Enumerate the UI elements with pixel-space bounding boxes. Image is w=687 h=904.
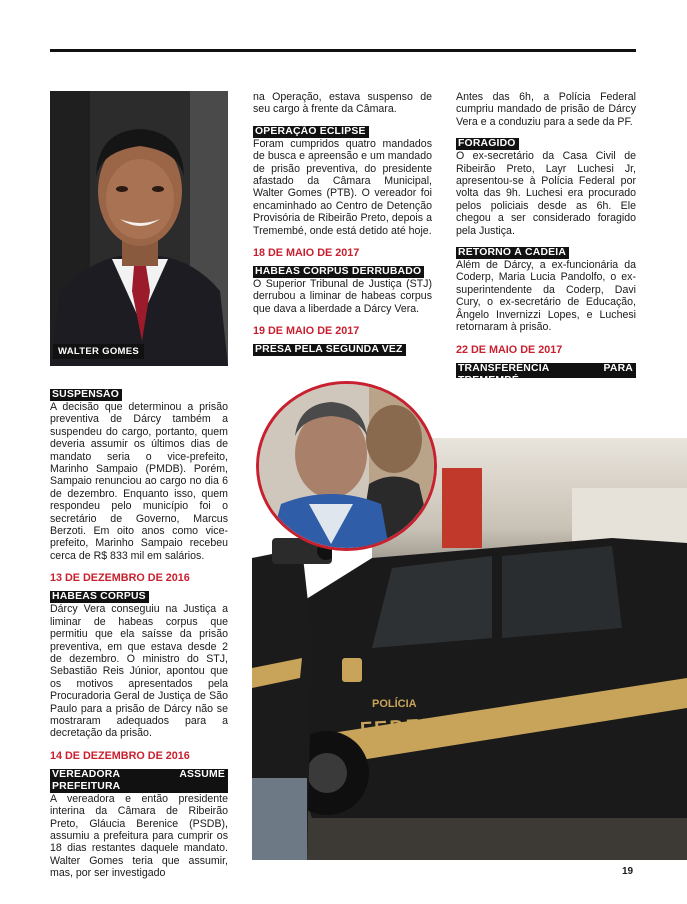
- text-vereadora: A vereadora e então presidente interina da Câmara de Ribeirão Preto, Gláucia Berenice (PSDB), assumiu a prefeitura para cumprir os 18 dias restantes daquele mandato. Walter Gomes teria que assumir, mas, por ser investigado: [50, 792, 228, 880]
- heading-transferencia: TRANSFERÊNCIA PARA: [456, 363, 636, 387]
- text-suspensao: A decisão que determinou a prisão preventiva de Dárcy também a suspendeu do cargo, portanto, quem deveria assumir os últimos dias de mandato seria o vice-prefeito, Marinho Sampaio (PMDB). Porém, Sampaio renunciou ao cargo no dia 6 de dezembro. Enquanto isso, quem respondeu pelo município foi o secretário de Governo, Marcus Berzoti. Em oito anos como vice-prefeito, Marinho Sampaio recebeu cerca de R$ 833 mil em salários.: [50, 401, 228, 562]
- date-18-mai-2017: 18 DE MAIO DE 2017: [253, 247, 360, 260]
- car-door-text: FEDERAL: [359, 713, 469, 741]
- text-operacao-eclipse: Foram cumpridos quatro mandados de busca e apreensão e um mandado de prisão preventiva, do presidente afastado da Câmara Municipal, Walter Gomes (PTB). O vereador foi encaminhado ao Centro de Detenção Provisória de Ribeirão Preto, depois a Tremembé, onde está detido até hoje.: [253, 137, 432, 237]
- date-13-dez-2016: 13 DE DEZEMBRO DE 2016: [50, 572, 190, 585]
- text-col2-continuation: na Operação, estava suspenso de seu cargo à frente da Câmara.: [253, 91, 432, 116]
- page-number: 19: [622, 866, 634, 877]
- date-22-mai-2017: 22 DE MAIO DE 2017: [456, 343, 563, 356]
- car-badge-text: POLÍCIA: [372, 698, 417, 710]
- heading-foragido: FORAGIDO: [456, 138, 519, 150]
- text-habeas-corpus: Dárcy Vera conseguiu na Justiça a liminar de habeas corpus que permitiu que ela saísse da prisão preventiva, em que estava desde 2 de dezembro. O ministro do STJ, Sebastião Reis Júnior, apontou que os motivos apresentados pela Procuradoria Geral de Justiça de São Paulo para a prisão de Dárcy não se mostraram adequados para a decretação da prisão.: [50, 603, 228, 740]
- top-rule: [50, 49, 636, 52]
- heading-habeas-derrubado: HABEAS CORPUS DERRUBADO: [253, 266, 424, 278]
- dárcy-vera-inset-photo: [256, 381, 437, 551]
- text-retorno-cadeia: Além de Dárcy, a ex-funcionária da Coderp, Maria Lucia Pandolfo, o ex-superintendente da Coderp, Davi Cury, o ex-secretário de Educação, Ângelo Invernizzi Lopes, e Luchesi retornaram à prisão.: [456, 259, 636, 334]
- date-14-dez-2016: 14 DE DEZEMBRO DE 2016: [50, 749, 190, 762]
- column-2: [253, 91, 432, 356]
- walter-gomes-photo: [50, 91, 228, 366]
- heading-habeas-corpus: HABEAS CORPUS: [50, 591, 149, 603]
- text-habeas-derrubado: O Superior Tribunal de Justiça (STJ) derrubou a liminar de habeas corpus que dava a liberdade a Dárcy Vera.: [253, 278, 432, 315]
- heading-suspensao: SUSPENSÃO: [50, 389, 122, 401]
- heading-operacao-eclipse: OPERAÇÃO ECLIPSE: [253, 126, 369, 138]
- text-col3-continuation: Antes das 6h, a Polícia Federal cumpriu mandado de prisão de Dárcy Vera e a conduziu para a sede da PF.: [456, 91, 636, 128]
- column-1: [50, 388, 228, 880]
- heading-vereadora: VEREADORA ASSUME PREFEITURA: [50, 769, 228, 793]
- photo-caption: WALTER GOMES: [53, 344, 144, 359]
- heading-retorno-cadeia: RETORNO À CADEIA: [456, 247, 569, 259]
- text-foragido: O ex-secretário da Casa Civil de Ribeirão Preto, Layr Luchesi Jr, apresentou-se à Polícia Federal por volta das 9h. Luchesi era procurado pelos policiais desde as 6h. Ele chegou a ser considerado foragido pela Justiça.: [456, 150, 636, 237]
- date-19-mai-2017: 19 DE MAIO DE 2017: [253, 325, 360, 338]
- heading-presa-segunda-vez: PRESA PELA SEGUNDA VEZ: [253, 344, 406, 356]
